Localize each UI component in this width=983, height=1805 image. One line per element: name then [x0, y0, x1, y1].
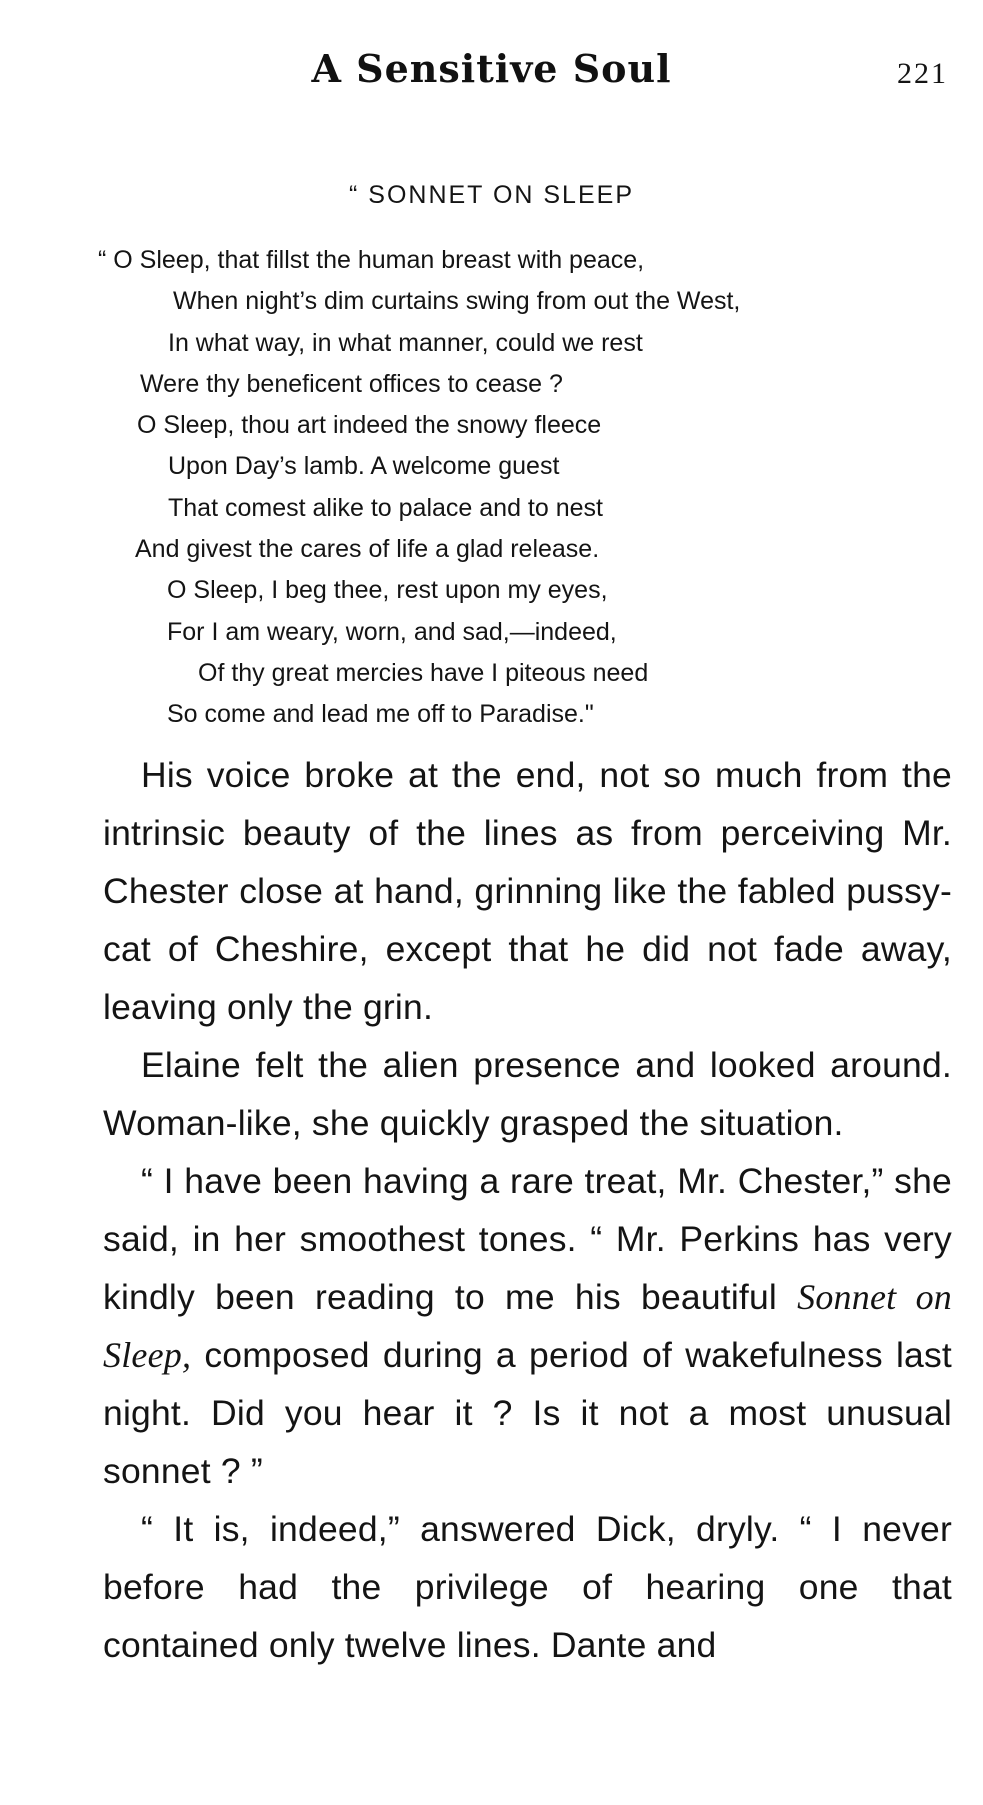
poem-line: “ O Sleep, that fillst the human breast with peace,	[98, 246, 645, 274]
poem-line: Of thy great mercies have I piteous need	[198, 658, 649, 687]
sonnet	[0, 240, 983, 736]
prose-body	[103, 746, 952, 1674]
poem-line: That comest alike to palace and to nest	[168, 493, 603, 522]
poem-line: Upon Day’s lamb. A welcome guest	[168, 452, 560, 481]
paragraph: “ It is, indeed,” answered Dick, dryly. “ I never before had the privilege of hearing one that contained only twelve lines. Dante and	[103, 1509, 952, 1665]
poem-line: For I am weary, worn, and sad,—indeed,	[167, 617, 617, 646]
poem-line: O Sleep, thou art indeed the snowy fleece	[137, 411, 602, 440]
poem-line: In what way, in what manner, could we rest	[168, 328, 643, 357]
paragraph: Elaine felt the alien presence and looked around. Woman-like, she quickly grasped the situation.	[103, 1045, 952, 1143]
poem-line: And givest the cares of life a glad release.	[135, 535, 600, 564]
poem-line: So come and lead me off to Paradise."	[167, 700, 594, 729]
poem-line: O Sleep, I beg thee, rest upon my eyes,	[167, 576, 608, 605]
poem-title: “ SONNET ON SLEEP	[349, 181, 634, 209]
paragraph: His voice broke at the end, not so much from the intrinsic beauty of the lines as from perceiving Mr. Chester close at hand, grinning like the fabled pussy-cat of Cheshire, except that he did not fade away, leaving only the grin.	[103, 755, 952, 1027]
poem-line: Were thy beneficent offices to cease ?	[140, 369, 563, 398]
poem-line: When night’s dim curtains swing from out the West,	[173, 287, 741, 316]
paragraph-text: composed during a period of wakefulness last night. Did you hear it ? Is it not a most unusual sonnet ? ”	[103, 1335, 952, 1491]
page-number: 221	[897, 57, 948, 90]
paragraph-text: “ I have been having a rare treat, Mr. Chester,” she said, in her smoothest tones. “ Mr. Perkins has very kindly been reading to me his beautiful	[103, 1161, 952, 1317]
italic-title: Sonnet on Sleep,	[103, 1277, 952, 1375]
running-title: A Sensitive Soul	[311, 46, 672, 91]
paragraph	[103, 1152, 952, 1500]
